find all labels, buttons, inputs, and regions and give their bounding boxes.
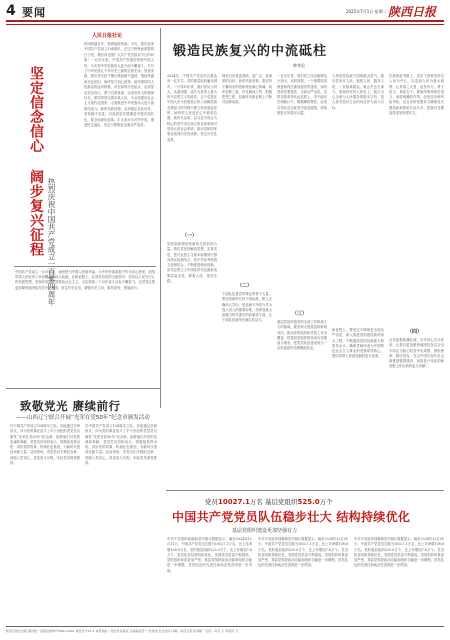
third-article-body-3: 中共中央组织部最新党内统计数据显示，截至2024年12月31日，中国共产党党员总数为10027.1万名，比上年净增108.6万名。党的基层组织525.0万个，比上年增加7.6万个。党员队伍结构持续优化，发展党员质量不断提高，党的组织体系更加严密，基层党组织政治功能和组织功能进一步增强，党员队伍的先进性和纯洁性得到进一步巩固。	[354, 537, 444, 568]
third-article-body-2: 中共中央组织部最新党内统计数据显示，截至2024年12月31日，中国共产党党员总数为10027.1万名，比上年净增108.6万名。党的基层组织525.0万个，比上年增加7.6万个。党员队伍结构持续优化，发展党员质量不断提高，党的组织体系更加严密，基层党组织政治功能和组织功能进一步增强，党员队伍的先进性和纯洁性得到进一步巩固。	[258, 537, 348, 568]
editorial-source: 人民日报社论	[92, 33, 123, 39]
divider	[6, 388, 161, 389]
main-article-title: 锻造民族复兴的中流砥柱	[173, 44, 328, 59]
page-number: 4	[6, 3, 16, 19]
main-article-col2b: 干部队伍是党的事业的骨干力量。要坚持新时代好干部标准，树立正确用人导向，把忠诚干净担当作为选人用人的重要标准，培养造就大批堪当时代重任的高素质干部，让干部队伍始终充满生机活力。	[222, 292, 272, 323]
main-article-col5b: 百年征程波澜壮阔，百年初心历久弥坚。让我们更加紧密地团结在以习近平同志为核心的党中央周围，勇担使命、踔厉奋发，在以中国式现代化全面推进强国建设、民族复兴伟业的新征程上作出新的更大贡献！	[389, 338, 444, 369]
third-article-topline: 党员10027.1万名 基层党组织525.0万个	[205, 498, 333, 506]
main-article-col4b: 新征程上，要坚定不移推进全面从严治党，深入推进党的建设新的伟大工程，不断提高党的执政能力和领导水平，确保党始终成为中国特色社会主义事业的坚强领导核心，团结带领人民创造新的更大奇迹。	[332, 328, 384, 359]
divider	[14, 266, 156, 267]
section-marker: （一）	[182, 233, 198, 239]
third-article-body-1: 中共中央组织部最新党内统计数据显示，截至2024年12月31日，中国共产党党员总数为10027.1万名，比上年净增108.6万名。党的基层组织525.0万个，比上年增加7.6万个。党员队伍结构持续优化，发展党员质量不断提高，党的组织体系更加严密，基层党组织政治功能和组织功能进一步增强，党员队伍的先进性和纯洁性得到进一步巩固。	[167, 537, 252, 573]
section-marker: （二）	[237, 283, 253, 289]
main-article-byline: 钟华论	[293, 63, 305, 68]
third-article-subtitle: 基层党组织建设更加坚强有力	[232, 528, 298, 534]
second-article-body-right: 在中国共产党成立104周年之际，各地通过多种形式，向为党的事业奋斗了半个世纪的老党员们颁发“光荣在党50年”纪念章，致敬他们对党的忠诚和奉献。老党员们纷纷表示，将继续发挥余热，讲好党的故事，传承红色基因，为新时代建设贡献力量。活动现场，老党员们手捧纪念章，回顾入党初心，讲述奋斗历程，年轻党员深受教育。	[85, 424, 157, 466]
header-rule	[6, 20, 444, 22]
main-article-col1: 2024年，中国共产党党员总数达到一亿多名，党的基层组织遍布城乡。一百零四年来，我们党从小到大、从弱到强，成长为世界上最大的马克思主义执政党。这个党是在中国人民为民族独立和人民解放而英勇奋斗的历程中建立和发展起来的，始终把人民放在心中最高位置。新时代以来，以习近平同志为核心的党中央以伟大的自我革命引领伟大的社会革命，推动党和国家事业取得历史性成就、发生历史性变革。	[167, 74, 217, 142]
divider	[166, 490, 444, 491]
main-article-col2: 理论自信是更基础、更广泛、更深厚的自信。新时代新征程，要坚持不懈用党的创新理论凝心铸魂，筑牢信仰之基、补足精神之钙、把稳思想之舵，在新时代新征程上不断开创新局面。	[222, 74, 272, 105]
third-article-title: 中国共产党党员队伍稳步壮大 结构持续优化	[172, 510, 411, 524]
section-name: 要闻	[22, 6, 46, 19]
editorial-body: 时间跨越百年，使命接续传承。今天，我们迎来中国共产党成立104周年。在这个特殊而重要的日子里，我们向全国广大共产党员致以节日的问候！一百多年来，中国共产党团结带领中国人民，为实现中华民族伟大复兴而不懈奋斗，书写了中华民族几千年历史上最恢宏的史诗。回望来路，我们党历经千锤百炼而朝气蓬勃，饱经风霜而本色依旧，始终坚守初心使命，始终保持同人民群众的血肉联系。站在新的历史起点，必须坚定信念信心，勇于自我革命，以奋发有为的精神状态，团结带领全国各族人民，为全面建设社会主义现代化国家、全面推进中华民族伟大复兴而团结奋斗。新时代新征程，必须锚定目标任务，坚持稳中求进，以高质量发展推进中国式现代化。要全面深化改革，扩大高水平对外开放，增进民生福祉，坚定不移推进全面从严治党。	[84, 42, 154, 128]
page-header	[0, 0, 450, 22]
page-footer: 陕西日报社出版 国内统一连续出版物号CN61-0001 邮发代号51-1 本报地址：西安市东新街 总编室电话 广告热线 发行热线 印刷：陕西日报社印刷厂 定价：每月 元 零售价 元	[6, 629, 239, 633]
section-marker: （三）	[292, 311, 308, 317]
header-rule-thin	[6, 24, 444, 25]
main-article-col1b: 党的创新理论是最持久的信仰力量。我们党坚持解放思想、实事求是，把马克思主义基本原理同中国具体实际相结合、同中华优秀传统文化相结合，不断推进理论创新，用马克思主义中国化时代化最新成果武装全党、教育人民、指导实践。	[167, 242, 217, 284]
footer-rule	[6, 626, 444, 627]
main-article-col4: 人民是党执政兴国的最大底气。我们党来自人民、植根人民、服务人民，一旦脱离群众，就会失去生命力。要始终坚持人民至上，践行全心全意为人民服务的根本宗旨，把人民对美好生活的向往作为奋斗目标。	[332, 74, 384, 110]
issue-date: 2025年7月1日 星期二	[346, 9, 387, 14]
newspaper-logo: 陕西日报	[388, 5, 437, 19]
section-marker: （四）	[407, 329, 423, 335]
main-article-col5: 在新的赶考路上，党员干部要坚持以人民为中心，以造福人民为最大政绩，心怀国之大者，奋发有为，勇于担当，真抓实干。要始终保持艰苦奋斗、戒骄戒躁的作风，经受住各种风险考验，以自身的坚强有力确保党长期执政和国家长治久安，把我们党锻造得更加坚强有力。	[389, 74, 444, 116]
main-article-col3b: 基层党组织是党的全部工作和战斗力的基础。要坚持大抓基层的鲜明导向，推动党的组织和党的工作全覆盖，把基层党组织建设成为坚强战斗堡垒，把党员队伍建设成为一支高素质的先锋模范队伍。	[277, 320, 327, 351]
editorial-subtitle: 热烈庆祝中国共产党成立一百零四周年	[47, 178, 56, 306]
second-article-title: 致敬党光 赓续前行	[20, 399, 121, 413]
wide-article-body: 中国共产党成立一百多年来，始终把为中国人民谋幸福、为中华民族谋复兴作为初心使命，团结带领人民取得了举世瞩目的伟大成就。在新征程上，必须坚持党的全面领导，坚持以人民为中心的发展思想，坚持和发展中国特色社会主义，为实现第二个百年奋斗目标不懈努力。全党同志要更加紧密地团结在党中央周围，坚定历史自信，增强历史主动，踔厉奋发、勇毅前行。	[15, 270, 155, 290]
second-article-body-left: 在中国共产党成立104周年之际，各地通过多种形式，向为党的事业奋斗了半个世纪的老党员们颁发“光荣在党50年”纪念章，致敬他们对党的忠诚和奉献。老党员们纷纷表示，将继续发挥余热，讲好党的故事，传承红色基因，为新时代建设贡献力量。活动现场，老党员们手捧纪念章，回顾入党初心，讲述奋斗历程，年轻党员深受教育。	[10, 424, 80, 466]
editorial-title: 坚定信念信心 阔步复兴征程	[28, 66, 44, 257]
main-article-col3: 一百多年来，我们党之所以能够从小到大、从弱到强，一个重要原因就是始终注重加强党的建设，始终坚持党要管党、全面从严治党。党的自我革命永远在路上，决不能有任何喘口气、歇歇脚的想法，必须以零容忍态度坚决惩治腐败，持续推进正风肃纪反腐。	[277, 74, 327, 116]
second-article-subtitle: ——山西辽宁联合开展“光荣在党50年”纪念章颁发活动	[16, 415, 150, 421]
column-divider	[160, 28, 161, 408]
